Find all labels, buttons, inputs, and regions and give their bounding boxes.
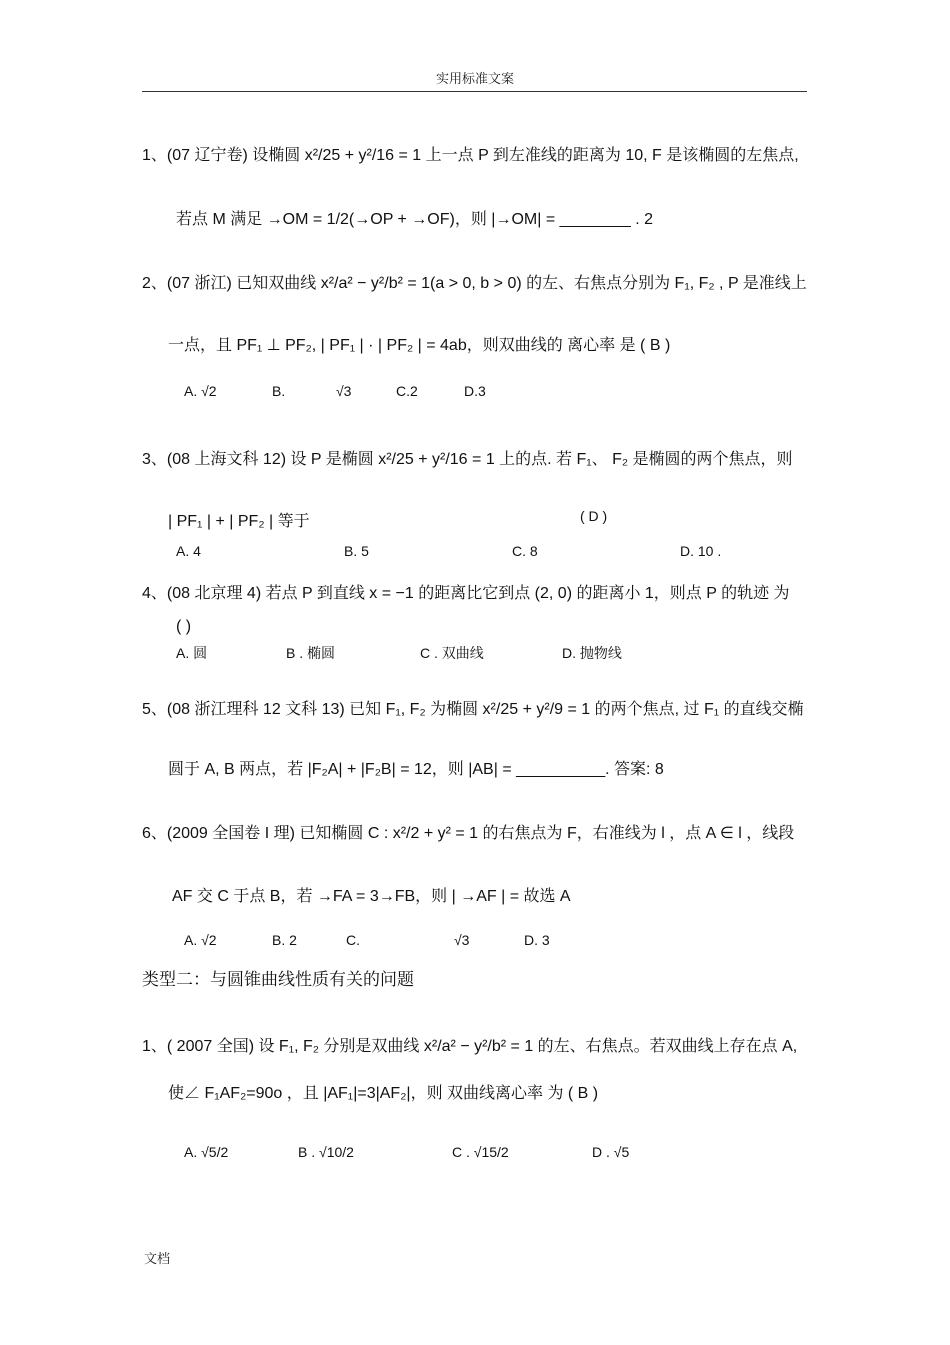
- page-footer: 文档: [144, 1252, 171, 1267]
- problem-6-line-2: AF 交 C 于点 B，若 →FA = 3→FB，则 | →AF | = 故选 A: [172, 888, 571, 905]
- problem-1-line-1: 1、(07 辽宁卷) 设椭圆 x²/25 + y²/16 = 1 上一点 P 到左准线的距离为 10, F 是该椭圆的左焦点,: [142, 147, 799, 164]
- problem-3-line-2: | PF₁ | + | PF₂ | 等于: [168, 513, 310, 530]
- problem-3-option-b: B. 5: [344, 543, 369, 559]
- section-2-option-c: C . √15/2: [452, 1144, 509, 1160]
- problem-5-line-1: 5、(08 浙江理科 12 文科 13) 已知 F₁, F₂ 为椭圆 x²/25 + y²/9 = 1 的两个焦点, 过 F₁ 的直线交椭: [142, 701, 804, 718]
- section-2-title: 类型二：与圆锥曲线性质有关的问题: [142, 970, 414, 990]
- problem-6-option-c-value: √3: [454, 932, 470, 948]
- section-2-option-d: D . √5: [592, 1144, 630, 1160]
- problem-3-line-1: 3、(08 上海文科 12) 设 P 是椭圆 x²/25 + y²/16 = 1 上的点. 若 F₁、 F₂ 是椭圆的两个焦点，则: [142, 451, 793, 468]
- problem-3-answer: ( D ): [580, 508, 608, 524]
- problem-5-line-2: 圆于 A, B 两点，若 |F₂A| + |F₂B| = 12，则 |AB| = __________. 答案: 8: [168, 761, 664, 778]
- problem-3-option-c: C. 8: [512, 543, 538, 559]
- problem-6-option-b: B. 2: [272, 932, 297, 948]
- page-header: 实用标准文案: [435, 72, 514, 87]
- section-2-problem-line-2: 使∠ F₁AF₂=90o ，且 |AF₁|=3|AF₂|，则 双曲线离心率 为 ( B ): [168, 1085, 599, 1102]
- problem-2-option-c: C.2: [396, 383, 418, 399]
- problem-4-line-2: ( ): [176, 618, 192, 635]
- problem-2-option-b-value: √3: [336, 383, 352, 399]
- section-2-option-a: A. √5/2: [184, 1144, 229, 1160]
- problem-3-option-d: D. 10 .: [680, 543, 722, 559]
- problem-1-line-2: 若点 M 满足 →OM = 1/2(→OP + →OF)，则 |→OM| = ________ . 2: [176, 211, 654, 228]
- header-rule: [142, 91, 807, 92]
- problem-3-option-a: A. 4: [176, 543, 201, 559]
- problem-6-option-d: D. 3: [524, 932, 550, 948]
- problem-4-line-1: 4、(08 北京理 4) 若点 P 到直线 x = −1 的距离比它到点 (2, 0) 的距离小 1，则点 P 的轨迹 为: [142, 585, 790, 602]
- problem-2-line-2: 一点，且 PF₁ ⊥ PF₂, | PF₁ | · | PF₂ | = 4ab，则双曲线的 离心率 是 ( B ): [168, 337, 671, 354]
- problem-6-option-c: C.: [346, 932, 360, 948]
- problem-4-option-b: B . 椭圆: [286, 645, 336, 661]
- section-2-option-b: B . √10/2: [298, 1144, 354, 1160]
- problem-2-option-d: D.3: [464, 383, 486, 399]
- problem-4-option-c: C . 双曲线: [420, 645, 484, 661]
- problem-6-line-1: 6、(2009 全国卷 I 理) 已知椭圆 C : x²/2 + y² = 1 的右焦点为 F，右准线为 l ，点 A ∈ l ，线段: [142, 825, 795, 842]
- problem-2-option-b: B.: [272, 383, 286, 399]
- problem-4-option-d: D. 抛物线: [562, 645, 622, 661]
- problem-2-line-1: 2、(07 浙江) 已知双曲线 x²/a² − y²/b² = 1(a > 0, b > 0) 的左、右焦点分别为 F₁, F₂ , P 是准线上: [142, 275, 807, 292]
- problem-6-option-a: A. √2: [184, 932, 217, 948]
- problem-2-option-a: A. √2: [184, 383, 217, 399]
- problem-4-option-a: A. 圆: [176, 645, 208, 661]
- section-2-problem-line-1: 1、( 2007 全国) 设 F₁, F₂ 分别是双曲线 x²/a² − y²/b² = 1 的左、右焦点。若双曲线上存在点 A,: [142, 1038, 798, 1055]
